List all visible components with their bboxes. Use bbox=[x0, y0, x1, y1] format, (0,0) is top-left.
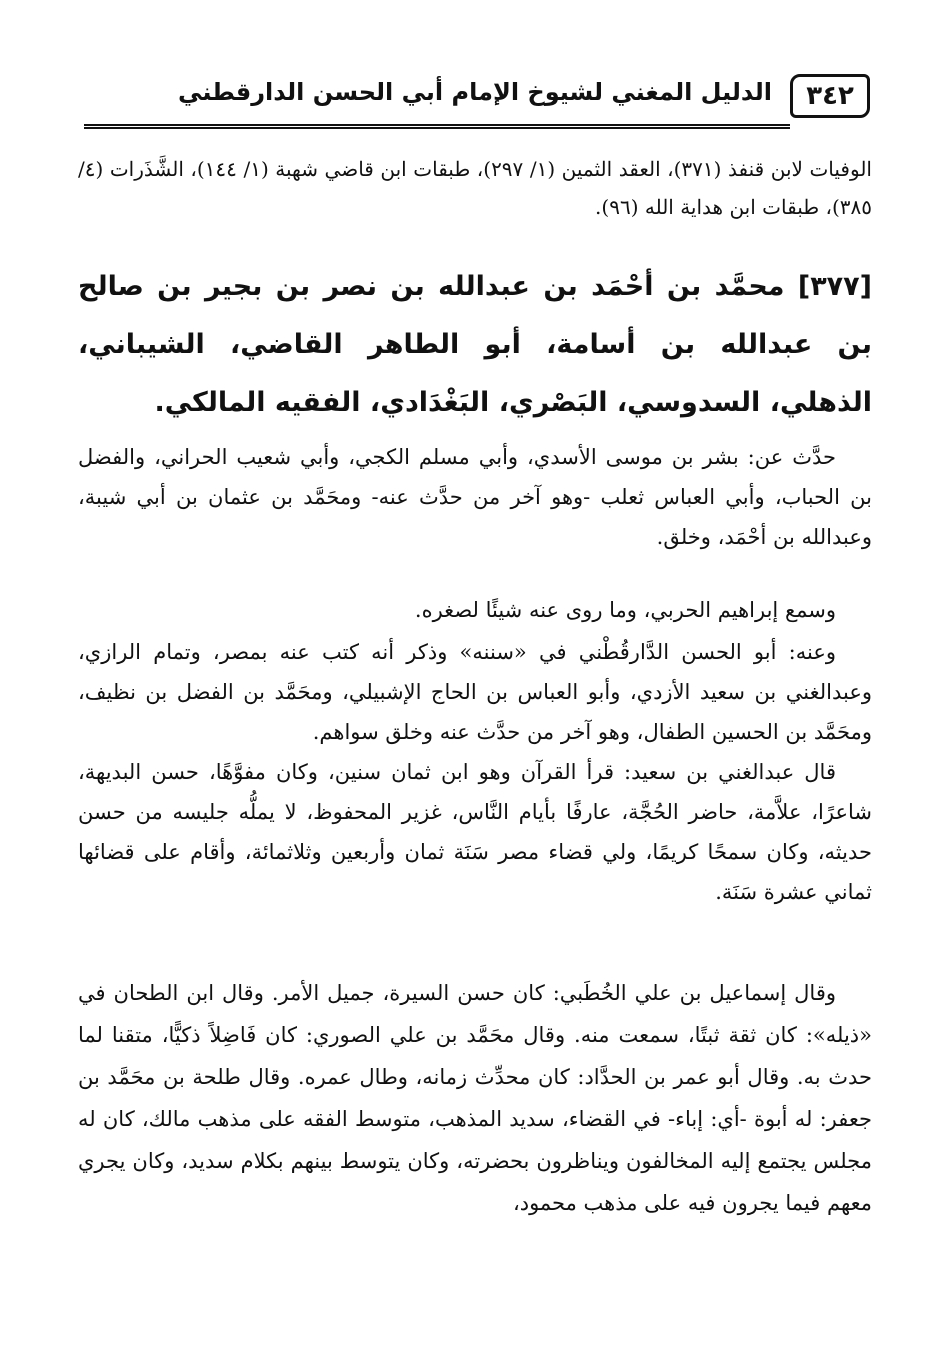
paragraph-text: وعنه: أبو الحسن الدَّارقُطْني في «سننه» وذكر أنه كتب عنه بمصر، وتمام الرازي، وعبدالغني بن سعيد الأزدي، وأبو العباس بن الحاج الإشبيلي، ومحَمَّد بن الفضل بن نظيف، ومحَمَّد بن الحسين الطفال، وهو آخر من حدَّث عنه وخلق سواهم. bbox=[78, 640, 872, 744]
running-title: الدليل المغني لشيوخ الإمام أبي الحسن الدارقطني bbox=[178, 78, 772, 106]
paragraph-heard bbox=[78, 590, 872, 630]
paragraph-teachers bbox=[78, 437, 872, 557]
paragraph-students bbox=[78, 632, 872, 752]
running-header bbox=[84, 70, 870, 120]
header-rule bbox=[84, 124, 790, 129]
entry-heading: [٣٧٧] محمَّد بن أحْمَد بن عبدالله بن نصر بن بجير بن صالح بن عبدالله بن أسامة، أبو الطاهر القاضي، الشيباني، الذهلي، السدوسي، البَصْري، البَغْدَادي، الفقيه المالكي. bbox=[78, 271, 872, 418]
page-number: ٣٤٢ bbox=[806, 81, 854, 111]
paragraph-text: وقال إسماعيل بن علي الخُطَبي: كان حسن السيرة، جميل الأمر. وقال ابن الطحان في «ذيله»: كان ثقة ثبتًا، سمعت منه. وقال محَمَّد بن علي الصوري: كان فَاضِلاً ذكيًّا، متقنا لما حدث به. وقال أبو عمر بن الحدَّاد: كان محدِّث زمانه، وطال عمره. وقال طلحة بن محَمَّد بن جعفر: له أبوة -أي: إباء- في القضاء، سديد المذهب، متوسط الفقه على مذهب مالك، كان له مجلس يجتمع إليه المخالفون ويناظرون بحضرته، وكان يتوسط بينهم بكلام سديد، وكان يجري معهم فيما يجرون فيه على مذهب محمود، bbox=[78, 981, 872, 1215]
references-continuation: الوفيات لابن قنفذ (٣٧١)، العقد الثمين (١/ ٢٩٧)، طبقات ابن قاضي شهبة (١/ ١٤٤)، الشَّذَرات (٤/ ٣٨٥)، طبقات ابن هداية الله (٩٦). bbox=[78, 157, 872, 219]
paragraph-abdulghani-quote bbox=[78, 752, 872, 912]
paragraph-assessments bbox=[78, 972, 872, 1224]
paragraph-text: قال عبدالغني بن سعيد: قرأ القرآن وهو ابن ثمان سنين، وكان مفوَّهًا، حسن البديهة، شاعرًا، علاَّمة، حاضر الحُجَّة، عارفًا بأيام النَّاس، غزير المحفوظ، لا يملُّه جليسه من حسن حديثه، وكان سمحًا كريمًا، ولي قضاء مصر سَنَة ثمان وأربعين وثلاثمائة، وأقام على قضائها ثماني عشرة سَنَة. bbox=[78, 760, 872, 904]
paragraph-text: وسمع إبراهيم الحربي، وما روى عنه شيئًا لصغره. bbox=[414, 598, 836, 622]
paragraph-text: حدَّث عن: بشر بن موسى الأسدي، وأبي مسلم الكجي، وأبي شعيب الحراني، والفضل بن الحباب، وأبي العباس ثعلب -وهو آخر من حدَّث عنه- ومحَمَّد بن عثمان بن أبي شيبة، وعبدالله بن أحْمَد، وخلق. bbox=[78, 445, 872, 549]
page-number-frame bbox=[790, 74, 870, 118]
